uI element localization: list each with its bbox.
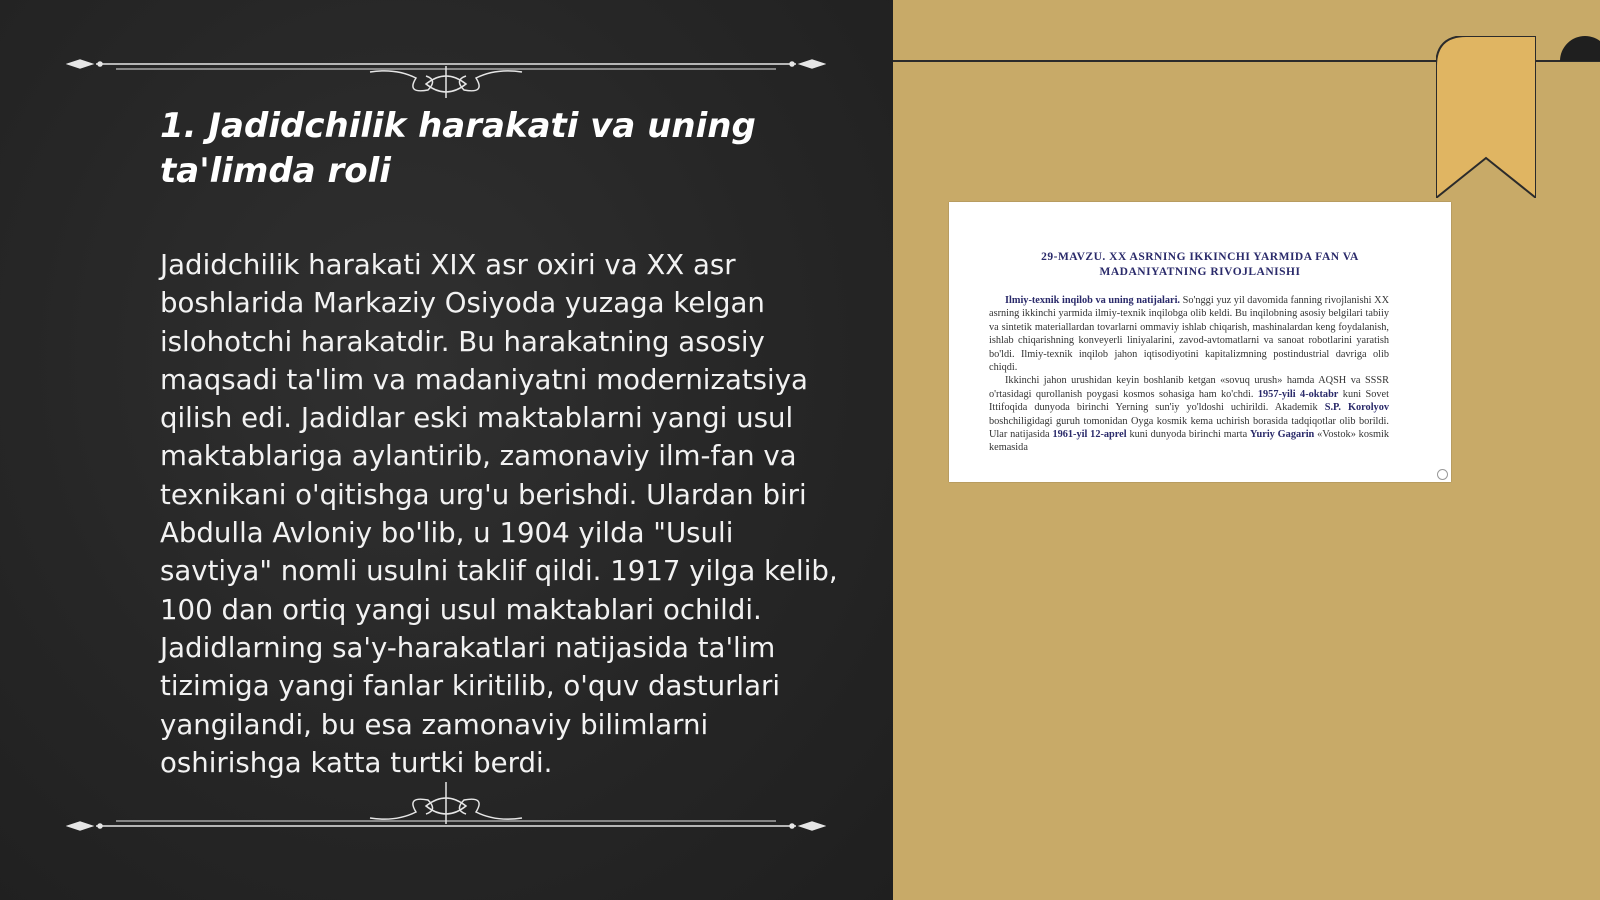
textbook-heading-line2: MADANIYATNING RIVOJLANISHI xyxy=(1099,266,1301,278)
textbook-subheading: Ilmiy-texnik inqilob va uning natijalari. xyxy=(1005,295,1181,306)
textbook-heading-line1: 29-MAVZU. XX ASRNING IKKINCHI YARMIDA FAN VA xyxy=(1041,251,1359,263)
textbook-para1-text: So'nggi yuz yil davomida fanning rivojlanishi XX asrning ikkinchi yarmida ilmiy-texnik inqilobga olib keldi. Bu inqilobning asosiy belgilari tabiiy va sintetik materiallardan tovarlarni ommaviy ishlab chiqarish, mashinalardan keng foydalanish, ishlab chiqarishning konveyerli liniyalarini, zavod-avtomatlarni va sanoat robotlarini yaratish bo'ldi. Ilmiy-texnik inqilob jahon iqtisodiyotini kapitalizmning postindustrial davriga olib chiqdi. xyxy=(989,295,1390,374)
textbook-paragraph-2 xyxy=(989,374,1389,454)
textbook-name-2: Yuriy Gagarin xyxy=(1250,429,1315,441)
textbook-para2-part-c: boshchiligidagi guruh tomonidan Oyga kosmik kema uchirish borasida tadqiqotlar olib borildi. Ular natijasida xyxy=(989,415,1389,441)
textbook-date-2: 1961-yil 12-aprel xyxy=(1052,429,1127,441)
slide-title xyxy=(160,104,800,194)
textbook-para2-part-d: kuni dunyoda birinchi marta xyxy=(1129,429,1248,441)
textbook-date-1: 1957-yili 4-oktabr xyxy=(1257,388,1339,400)
textbook-paragraph-1 xyxy=(989,294,1389,374)
textbook-para2-part-e: «Vostok» kosmik kemasida xyxy=(989,429,1390,454)
textbook-para2-part-b: kuni Sovet Ittifoqida dunyoda birinchi Yerning sun'iy yo'ldoshi uchirildi. Akademik xyxy=(989,388,1389,414)
bottom-ornamental-border-icon xyxy=(66,780,826,840)
corner-half-circle-icon xyxy=(1560,36,1600,86)
textbook-heading xyxy=(1009,250,1391,280)
image-corner-icon xyxy=(1437,469,1448,480)
top-ornamental-border-icon xyxy=(66,38,826,98)
textbook-para2-part-a: Ikkinchi jahon urushidan keyin boshlanib ketgan «sovuq urush» hamda AQSH va SSSR o'rtasidagi qurollanish poygasi kosmos sohasiga ham ko'chdi. xyxy=(989,375,1389,400)
textbook-page-image xyxy=(949,202,1451,482)
bookmark-ribbon-icon xyxy=(1436,36,1536,198)
slide-body-text: Jadidchilik harakati XIX asr oxiri va XX asr boshlarida Markaziy Osiyoda yuzaga kelgan islohotchi harakatdir. Bu harakatning asosiy maqsadi ta'lim va madaniyatni modernizatsiya qilish edi. Jadidlar eski maktablarni yangi usul maktablariga aylantirib, zamonaviy ilm-fan va texnikani o'qitishga urg'u berishdi. Ulardan biri Abdulla Avloniy bo'lib, u 1904 yilda "Usuli savtiya" nomli usulni taklif qildi. 1917 yilga kelib, 100 dan ortiq yangi usul maktablari ochildi. Jadidlarning sa'y-harakatlari natijasida ta'lim tizimiga yangi fanlar kiritilib, o'quv dasturlari yangilandi, bu esa zamonaviy bilimlarni oshirishga katta turtki berdi. xyxy=(160,248,838,779)
slide-title-line2: ta'limda roli xyxy=(160,151,391,191)
textbook-name-1: S.P. Korolyov xyxy=(1324,402,1390,414)
slide-title-line1: 1. Jadidchilik harakati va uning xyxy=(160,106,756,146)
